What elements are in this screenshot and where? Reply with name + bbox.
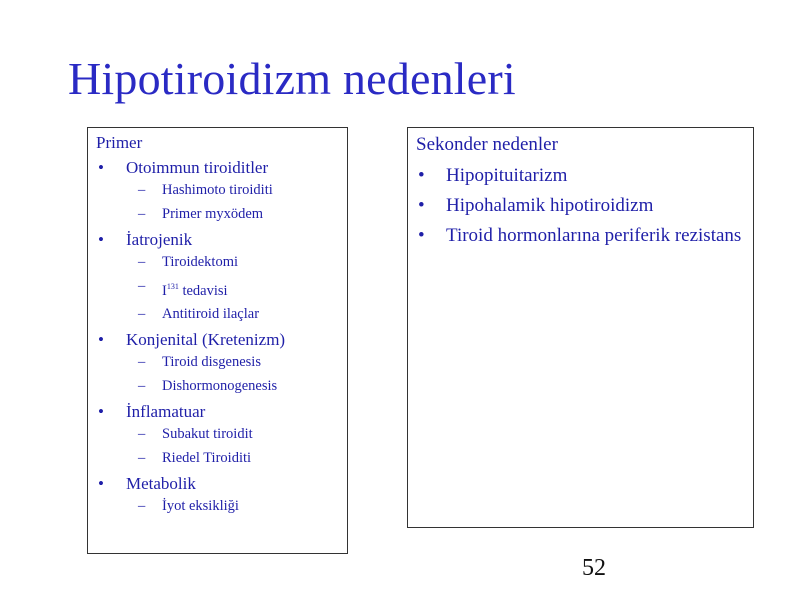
- bullet-icon: •: [98, 330, 104, 350]
- dash-icon: –: [138, 354, 146, 371]
- bullet-icon: •: [98, 230, 104, 249]
- bullet-icon: •: [98, 474, 104, 494]
- dash-icon: –: [138, 277, 146, 294]
- bullet-icon: •: [98, 158, 104, 177]
- sub-item: – Primer myxödem: [126, 203, 339, 227]
- dash-icon: –: [138, 377, 146, 394]
- bullet-icon: •: [418, 225, 425, 246]
- i131-base: I: [162, 282, 167, 299]
- sub-item: – Dishormonogenesis: [126, 375, 339, 399]
- sub-item: [126, 275, 339, 303]
- slide-title: Hipotiroidizm nedenleri: [68, 53, 516, 104]
- bullet-icon: •: [418, 165, 425, 186]
- sub-item: – Tiroid disgenesis: [126, 351, 339, 375]
- primary-causes-box: [87, 127, 348, 554]
- list-item: • Hipohalamik hipotiroidizm: [418, 195, 654, 216]
- dash-icon: –: [138, 426, 146, 443]
- secondary-causes-box: [407, 127, 754, 528]
- page-number: 52: [582, 555, 606, 581]
- i131-rest: tedavisi: [178, 282, 228, 299]
- list-item: [96, 329, 339, 398]
- item-label: Metabolik: [126, 474, 196, 494]
- sub-item: – Hashimoto tiroiditi: [126, 179, 339, 203]
- bullet-icon: •: [98, 402, 104, 422]
- dash-icon: –: [138, 254, 146, 270]
- list-item: [96, 157, 339, 226]
- sub-item: – Antitiroid ilaçlar: [126, 303, 339, 327]
- list-item: • Tiroid hormonlarına periferik rezistans: [418, 225, 742, 246]
- item-label: Konjenital (Kretenizm): [126, 330, 286, 350]
- list-item: [96, 473, 339, 519]
- secondary-heading: Sekonder nedenler: [416, 134, 558, 155]
- item-label: İnflamatuar: [126, 402, 206, 422]
- dash-icon: –: [138, 498, 146, 515]
- dash-icon: –: [138, 305, 146, 322]
- list-item: [96, 401, 339, 470]
- dash-icon: –: [138, 182, 146, 198]
- bullet-icon: •: [418, 195, 425, 216]
- sub-item: – İyot eksikliği: [126, 495, 339, 519]
- item-label: Otoimmun tiroiditler: [126, 158, 269, 177]
- primary-heading: Primer: [96, 133, 143, 152]
- sub-item: – Subakut tiroidit: [126, 423, 339, 447]
- list-item: [96, 229, 339, 326]
- i131-sup: 131: [166, 281, 179, 291]
- dash-icon: –: [138, 449, 146, 466]
- sub-item: – Tiroidektomi: [126, 251, 339, 275]
- item-label: İatrojenik: [126, 230, 193, 249]
- secondary-list: [416, 164, 745, 248]
- primary-list: [96, 157, 339, 519]
- sub-item: – Riedel Tiroiditi: [126, 447, 339, 471]
- dash-icon: –: [138, 205, 146, 222]
- list-item: • Hipopituitarizm: [418, 165, 568, 186]
